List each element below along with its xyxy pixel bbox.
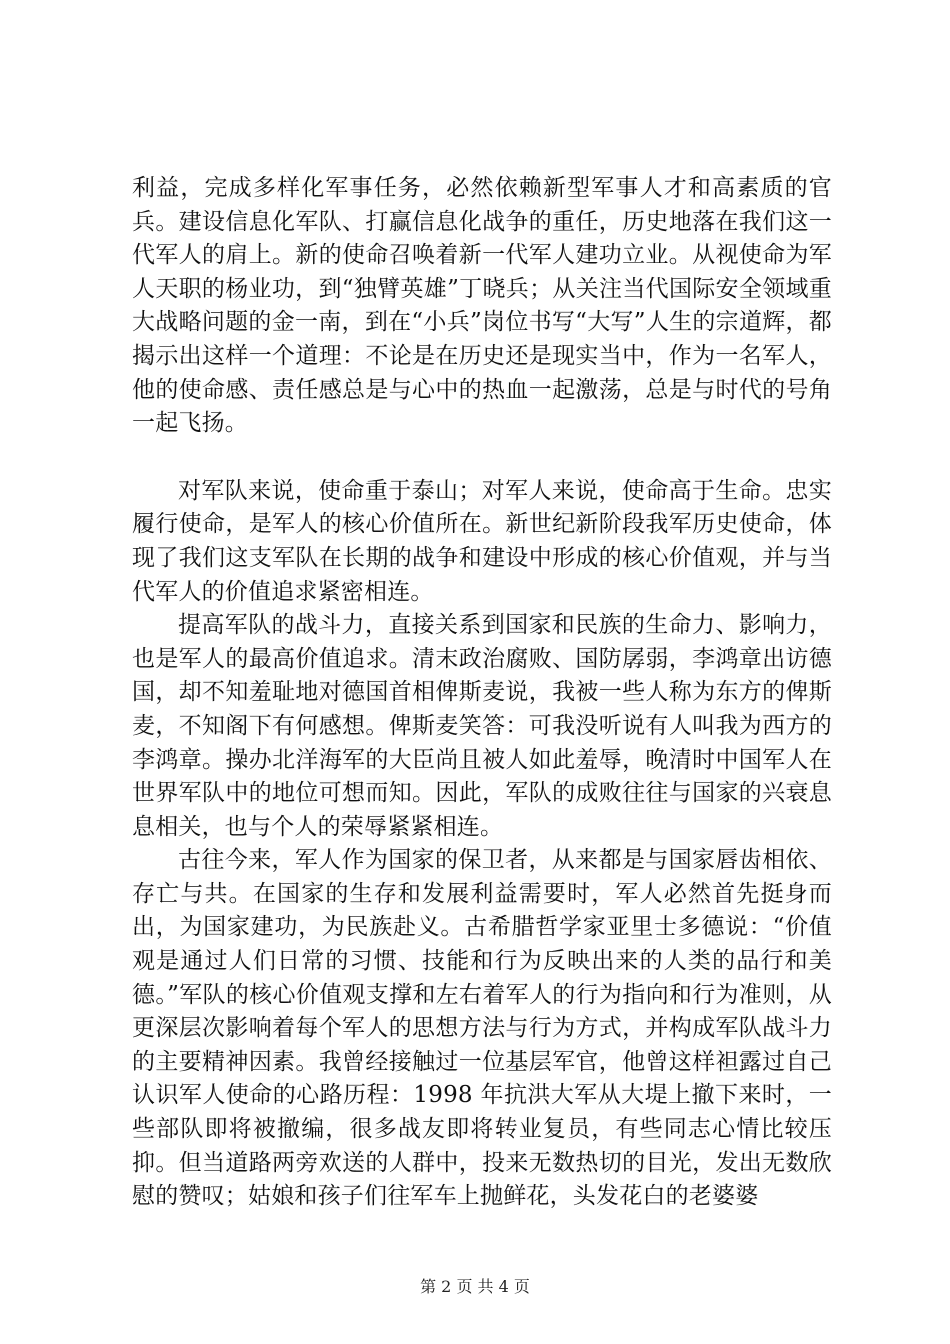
paragraph-3: 提高军队的战斗力，直接关系到国家和民族的生命力、影响力，也是军人的最高价值追求。清末政治腐败、国防孱弱，李鸿章出访德国，却不知羞耻地对德国首相俾斯麦说，我被一些人称为东方的俾斯麦，不知阁下有何感想。俾斯麦笑答：可我没听说有人叫我为西方的李鸿章。操办北洋海军的大臣尚且被人如此羞辱，晚清时中国军人在世界军队中的地位可想而知。因此，军队的成败往往与国家的兴衰息息相关，也与个人的荣辱紧紧相连。 — [132, 612, 832, 840]
page-footer: 第 2 页 共 4 页 — [420, 1277, 530, 1296]
paragraph-1: 利益，完成多样化军事任务，必然依赖新型军事人才和高素质的官兵。建设信息化军队、打赢信息化战争的重任，历史地落在我们这一代军人的肩上。新的使命召唤着新一代军人建功立业。从视使命为军人天职的杨业功，到“独臂英雄”丁晓兵；从关注当代国际安全领域重大战略问题的金一南，到在“小兵”岗位书写“大写”人生的宗道辉，都揭示出这样一个道理：不论是在历史还是现实当中，作为一名军人，他的使命感、责任感总是与心中的热血一起激荡，总是与时代的号角一起飞扬。 — [132, 175, 832, 437]
paragraph-2: 对军队来说，使命重于泰山；对军人来说，使命高于生命。忠实履行使命，是军人的核心价值所在。新世纪新阶段我军历史使命，体现了我们这支军队在长期的战争和建设中形成的核心价值观，并与当代军人的价值追求紧密相连。 — [132, 477, 832, 605]
paragraph-gap — [132, 441, 832, 475]
paragraph-4: 古往今来，军人作为国家的保卫者，从来都是与国家唇齿相依、存亡与共。在国家的生存和发展利益需要时，军人必然首先挺身而出，为国家建功，为民族赴义。古希腊哲学家亚里士多德说：“价值观是通过人们日常的习惯、技能和行为反映出来的人类的品行和美德。”军队的核心价值观支撑和左右着军人的行为指向和行为准则，从更深层次影响着每个军人的思想方法与行为方式，并构成军队战斗力的主要精神因素。我曾经接触过一位基层军官，他曾这样袒露过自己认识军人使命的心路历程：1998 年抗洪大军从大堤上撤下来时，一些部队即将被撤编，很多战友即将转业复员，有些同志心情比较压抑。但当道路两旁欢送的人群中，投来无数热切的目光，发出无数欣慰的赞叹；姑娘和孩子们往军车上抛鲜花，头发花白的老婆婆 — [132, 847, 832, 1210]
document-body — [132, 172, 832, 1214]
